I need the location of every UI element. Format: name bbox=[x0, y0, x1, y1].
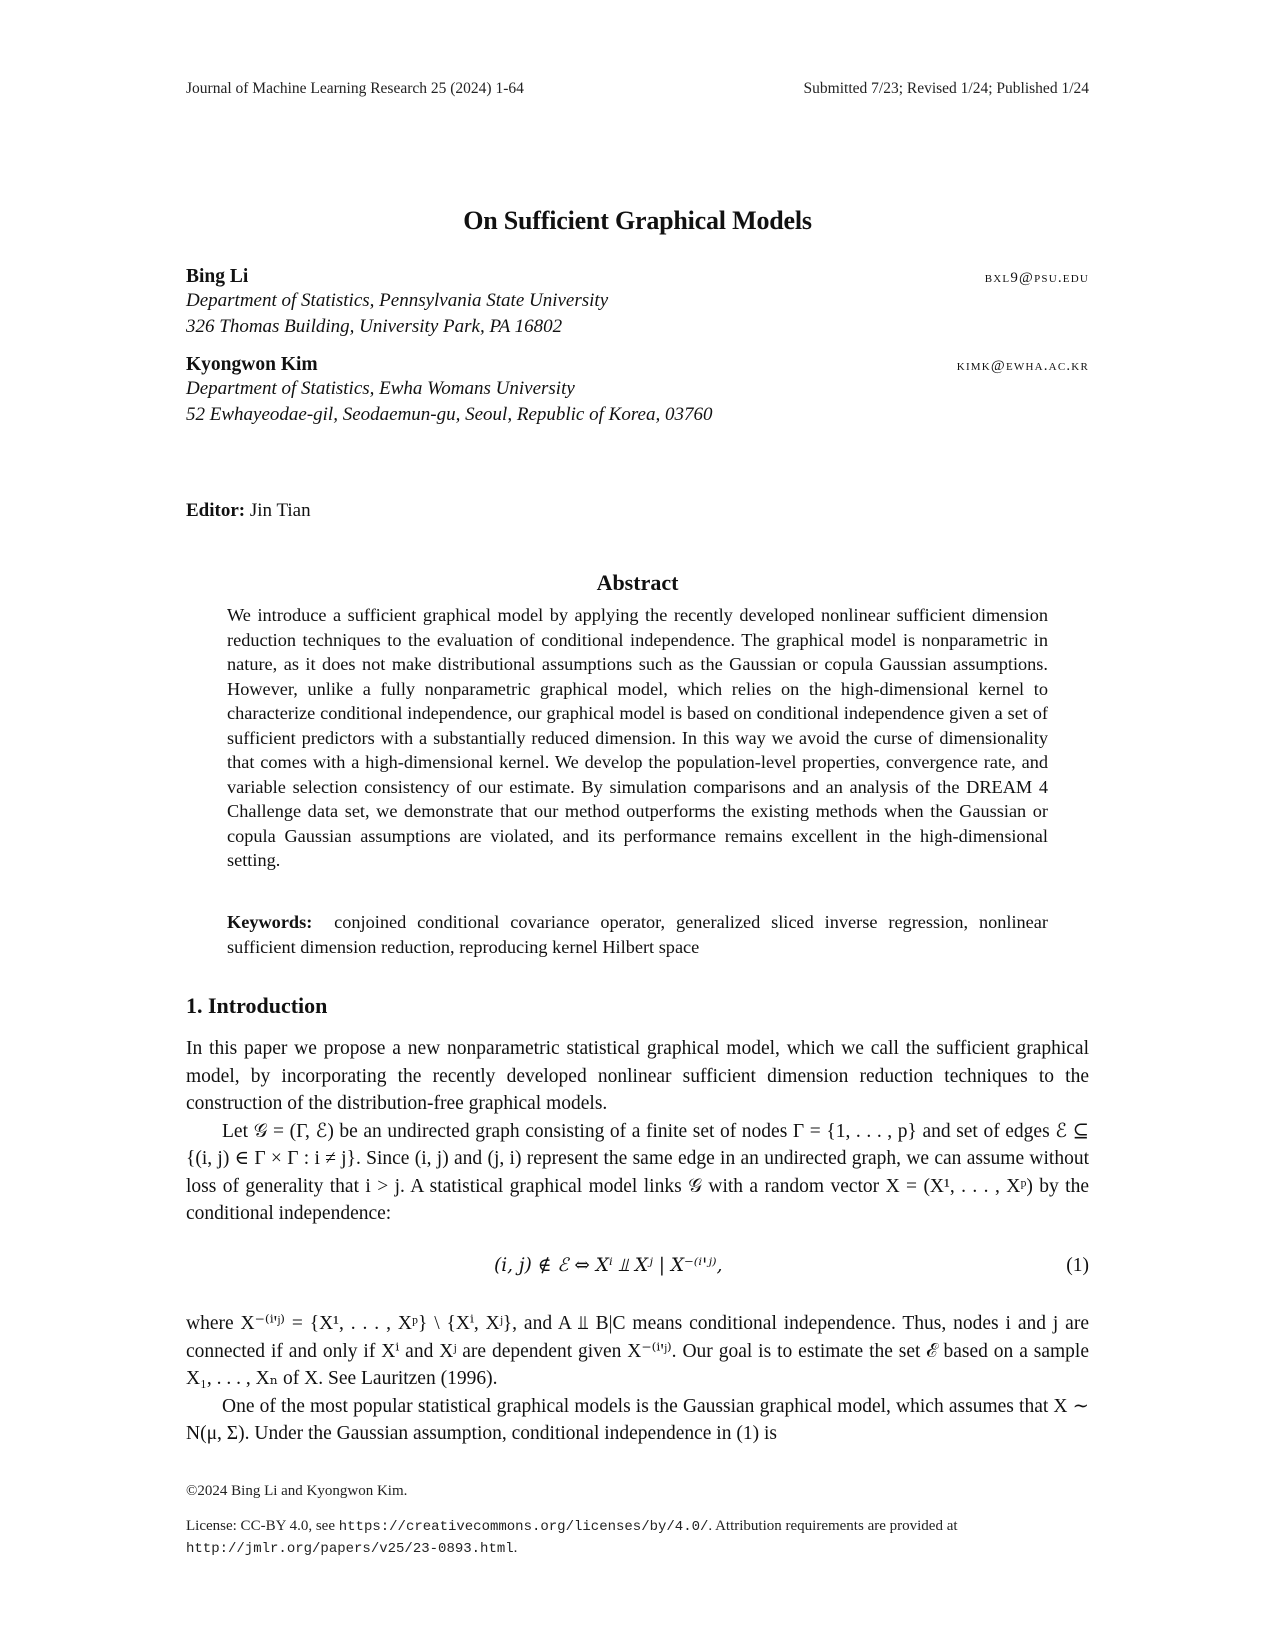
editor-line bbox=[186, 500, 311, 522]
author-address: 326 Thomas Building, University Park, PA 16802 bbox=[186, 316, 563, 337]
intro-paragraph: In this paper we propose a new nonparametric statistical graphical model, which we call the sufficient graphical model, by incorporating the recently developed nonlinear sufficient dimension reduction techniques to the construction of the distribution-free graphical models. bbox=[186, 1038, 1089, 1114]
license-note bbox=[186, 1516, 1089, 1560]
author-affiliation: Department of Statistics, Ewha Womans University bbox=[186, 378, 575, 399]
running-header bbox=[186, 80, 1089, 98]
abstract-heading: Abstract bbox=[596, 570, 679, 595]
intro-paragraph: One of the most popular statistical graphical models is the Gaussian graphical model, which assumes that X ∼ N(μ, Σ). Under the Gaussian assumption, conditional independence in (1) is bbox=[186, 1395, 1089, 1444]
submission-dates: Submitted 7/23; Revised 1/24; Published 1/24 bbox=[803, 80, 1089, 97]
intro-paragraphs-a bbox=[186, 1035, 1089, 1228]
intro-paragraph: Let 𝒢 = (Γ, ℰ) be an undirected graph consisting of a finite set of nodes Γ = {1, . . . , p} and set of edges ℰ ⊆ {(i, j) ∈ Γ × Γ : i ≠ j}. Since (i, j) and (j, i) represent the same edge in an undirected graph, we can assume without loss of generality that i > j. A statistical graphical model links 𝒢 with a random vector X = (X¹, . . . , Xᵖ) by the conditional independence: bbox=[186, 1120, 1089, 1224]
abstract-text: We introduce a sufficient graphical model by applying the recently developed nonlinear sufficient dimension reduction techniques to the evaluation of conditional independence. The graphical model is nonparametric in nature, as it does not make distributional assumptions such as the Gaussian or copula Gaussian assumptions. However, unlike a fully nonparametric graphical model, which relies on the high-dimensional kernel to characterize conditional independence, our graphical model is based on conditional independence given a set of sufficient predictors with a substantially reduced dimension. In this way we avoid the curse of dimensionality that comes with a high-dimensional kernel. We develop the population-level properties, convergence rate, and variable selection consistency of our estimate. By simulation comparisons and an analysis of the DREAM 4 Challenge data set, we demonstrate that our method outperforms the existing methods when the Gaussian or copula Gaussian assumptions are violated, and its performance remains excellent in the high-dimensional setting. bbox=[227, 605, 1048, 870]
equation-number: (1) bbox=[1066, 1255, 1089, 1276]
license-end: . bbox=[513, 1540, 518, 1556]
editor-name: Jin Tian bbox=[249, 500, 311, 521]
keywords bbox=[227, 910, 1048, 959]
keywords-label: Keywords: bbox=[227, 912, 313, 932]
equation-body: (i, j) ∉ ℰ ⇔ Xⁱ ⫫ Xʲ | X⁻⁽ⁱ'ʲ⁾, bbox=[494, 1255, 723, 1276]
intro-paragraph: where X⁻⁽ⁱ'ʲ⁾ = {X¹, . . . , Xᵖ} \ {Xⁱ, Xʲ}, and A ⫫ B|C means conditional independence. Thus, nodes i and j are connected if and only if Xⁱ and Xʲ are dependent given X⁻⁽ⁱ'ʲ⁾. Our goal is to estimate the set ℰ based on a sample X₁, . . . , Xₙ of X. See Lauritzen (1996). bbox=[186, 1313, 1089, 1389]
license-prefix: License: CC-BY 4.0, see bbox=[186, 1518, 339, 1534]
author-email[interactable]: bxl9@psu.edu bbox=[984, 270, 1089, 286]
section-heading-introduction: 1. Introduction bbox=[186, 993, 328, 1018]
keywords-text: conjoined conditional covariance operator, generalized sliced inverse regression, nonlinear sufficient dimension reduction, reproducing kernel Hilbert space bbox=[227, 912, 1049, 957]
journal-citation: Journal of Machine Learning Research 25 (2024) 1-64 bbox=[186, 80, 524, 97]
author-address: 52 Ewhayeodae-gil, Seodaemun-gu, Seoul, Republic of Korea, 03760 bbox=[186, 404, 713, 425]
author-block-1 bbox=[186, 266, 1089, 340]
intro-paragraphs-b bbox=[186, 1310, 1089, 1448]
author-name: Bing Li bbox=[186, 266, 249, 287]
license-link[interactable]: https://creativecommons.org/licenses/by/4.0/ bbox=[338, 1519, 709, 1535]
paper-title: On Sufficient Graphical Models bbox=[463, 206, 812, 235]
author-email[interactable]: kimk@ewha.ac.kr bbox=[956, 358, 1089, 374]
editor-label: Editor: bbox=[186, 500, 246, 521]
license-mid: . Attribution requirements are provided at bbox=[708, 1518, 958, 1534]
author-name: Kyongwon Kim bbox=[186, 354, 318, 375]
author-block-2 bbox=[186, 354, 1089, 428]
copyright-line: ©2024 Bing Li and Kyongwon Kim. bbox=[186, 1483, 408, 1499]
author-affiliation: Department of Statistics, Pennsylvania State University bbox=[186, 290, 609, 311]
paper-link[interactable]: http://jmlr.org/papers/v25/23-0893.html bbox=[186, 1541, 514, 1557]
